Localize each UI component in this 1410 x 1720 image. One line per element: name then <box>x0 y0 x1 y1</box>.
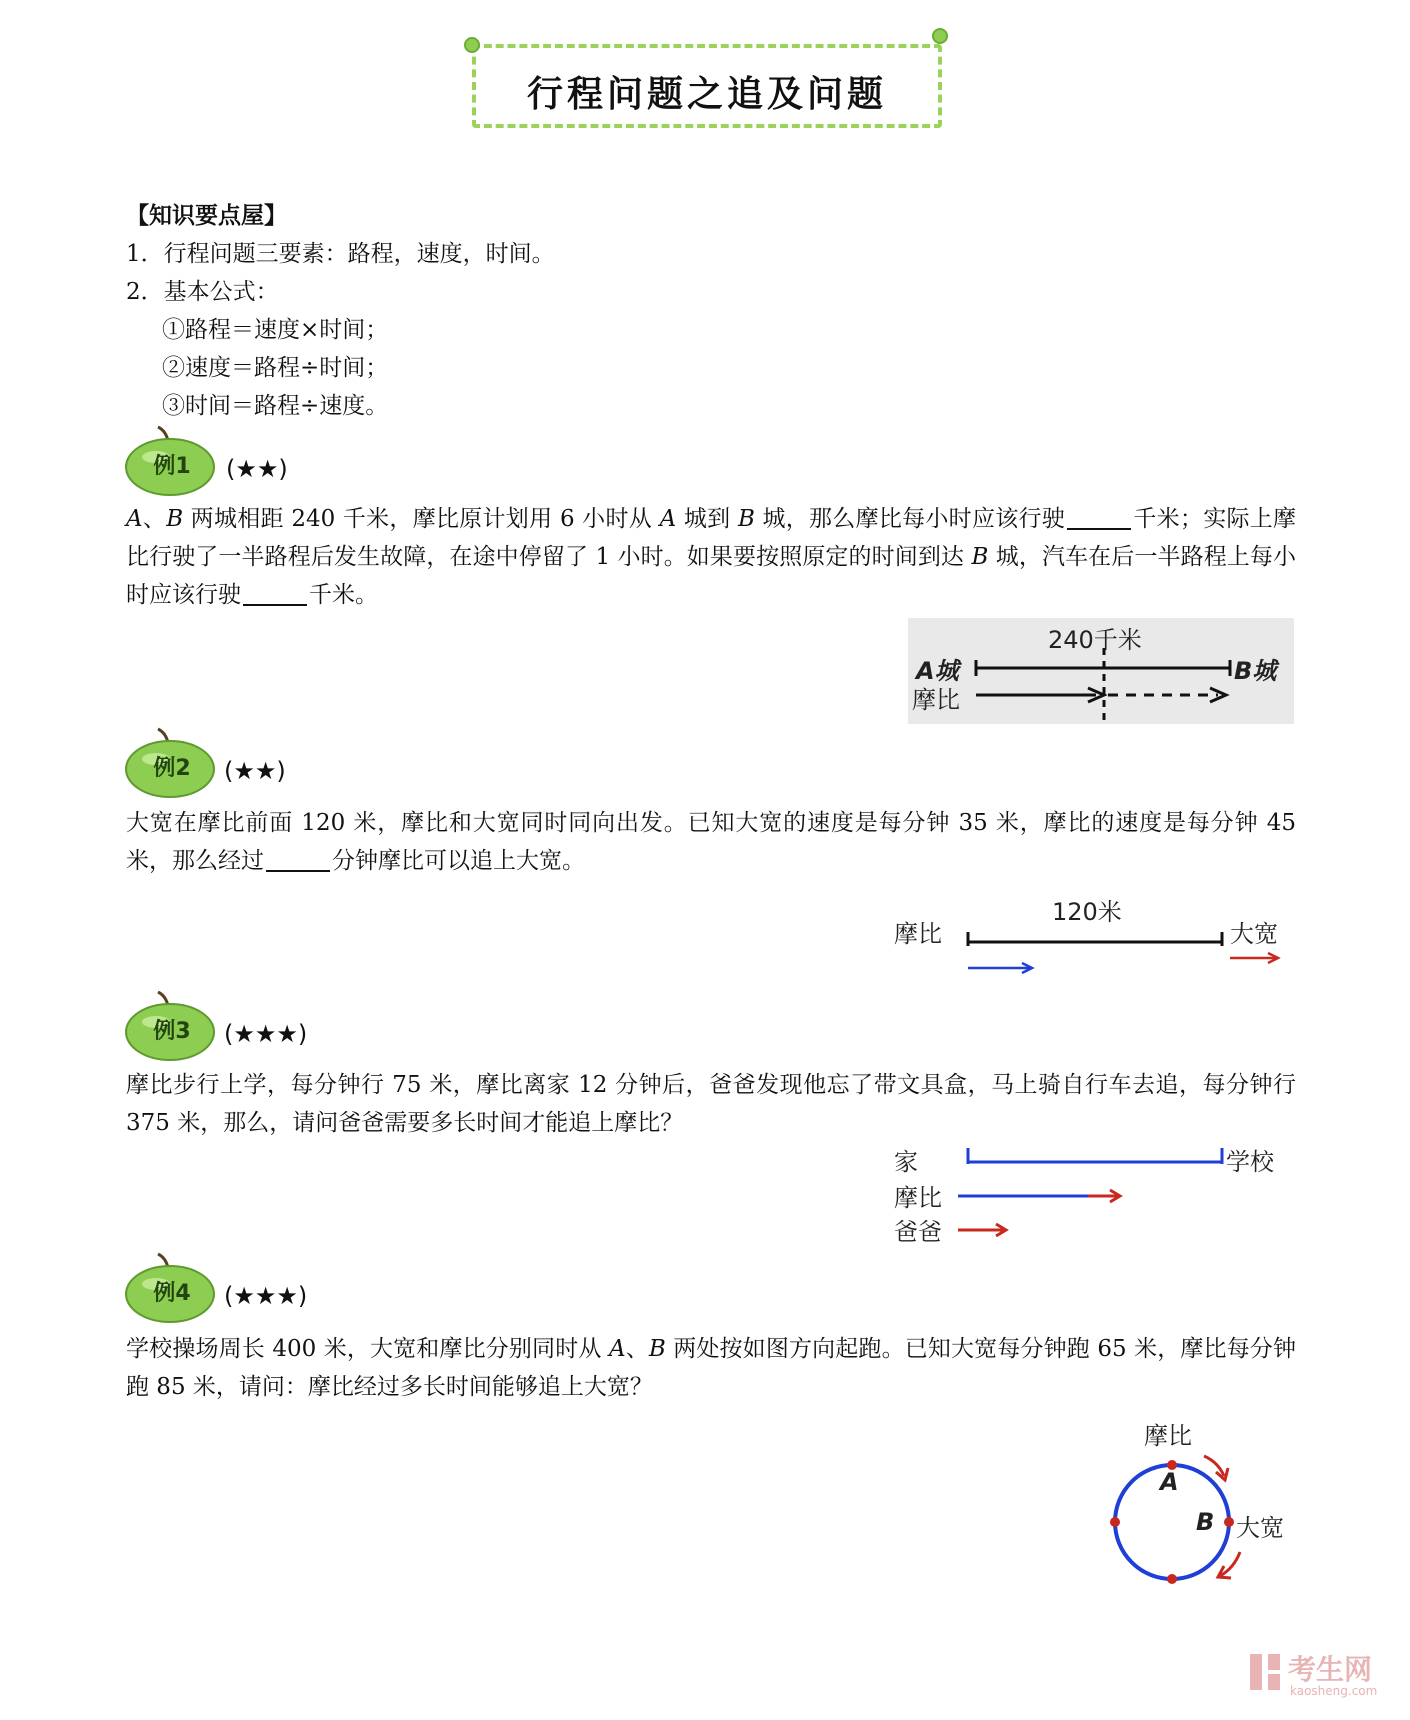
example-text <box>126 804 1296 880</box>
knowledge-line: ②速度＝路程÷时间； <box>162 355 389 381</box>
distance-label: 240千米 <box>1048 626 1142 654</box>
text-segment: 千米；实际上摩比行驶了一半路程后发生故障，在途中停留了 1 小时。如果要按照原定的时间到达 <box>126 506 1297 570</box>
title-corner-dot <box>932 28 948 44</box>
text-var: A <box>659 506 677 532</box>
answer-blank[interactable] <box>1067 506 1131 530</box>
page-title: 行程问题之追及问题 <box>526 74 887 115</box>
example-badge-label: 例3 <box>153 1019 191 1044</box>
diagram-home-school <box>892 1138 1302 1248</box>
text-segment: 城到 <box>676 506 738 532</box>
runner-top-label: 摩比 <box>1144 1422 1192 1450</box>
mover-label: 爸爸 <box>894 1218 942 1246</box>
city-a-label: A城 <box>916 657 959 685</box>
leader-label: 大宽 <box>1230 920 1278 948</box>
knowledge-line: 1．行程问题三要素：路程，速度，时间。 <box>126 241 555 267</box>
text-segment: 、 <box>142 506 167 532</box>
text-var: A <box>608 1336 626 1362</box>
difficulty-stars: (★★) <box>224 757 286 785</box>
text-var: B <box>166 506 184 532</box>
example-badge-label: 例4 <box>153 1281 191 1306</box>
point-a-label: A <box>1160 1468 1179 1496</box>
chaser-label: 摩比 <box>894 920 942 948</box>
school-label: 学校 <box>1226 1148 1274 1176</box>
track-circle <box>1092 1412 1312 1592</box>
mover-label: 摩比 <box>894 1184 942 1212</box>
watermark-url: kaosheng.com <box>1290 1684 1378 1698</box>
text-segment: 城，那么摩比每小时应该行驶 <box>754 506 1066 532</box>
text-var: B <box>737 506 755 532</box>
city-b-label: B城 <box>1234 657 1277 685</box>
text-segment: 两城相距 240 千米，摩比原计划用 6 小时从 <box>183 506 660 532</box>
mover-label: 摩比 <box>912 686 960 714</box>
difficulty-stars: (★★★) <box>224 1282 308 1310</box>
text-segment: 城，汽车在后一半路程上每小时应该行驶 <box>126 544 1296 608</box>
example-text <box>126 1330 1296 1406</box>
runner-right-label: 大宽 <box>1236 1514 1284 1542</box>
diagram-route-ab <box>908 618 1294 724</box>
text-var: B <box>648 1336 666 1362</box>
title-corner-dot <box>464 37 480 53</box>
text-segment: 学校操场周长 400 米，大宽和摩比分别同时从 <box>126 1336 609 1362</box>
answer-blank[interactable] <box>266 848 330 872</box>
example-badge <box>122 990 218 1062</box>
text-var: A <box>126 506 143 532</box>
difficulty-stars: (★★★) <box>224 1020 308 1048</box>
example-badge-label: 例1 <box>153 454 191 479</box>
diagram-chase-line <box>892 890 1302 990</box>
text-segment: 大宽在摩比前面 120 米，摩比和大宽同时同向出发。已知大宽的速度是每分钟 35 米，摩比的速度是每分钟 45 米，那么经过 <box>126 810 1296 874</box>
example-text: 摩比步行上学，每分钟行 75 米，摩比离家 12 分钟后，爸爸发现他忘了带文具盒，马上骑自行车去追，每分钟行 375 米，那么，请问爸爸需要多长时间才能追上摩比？ <box>126 1072 1296 1136</box>
home-label: 家 <box>894 1148 918 1176</box>
text-segment: 两处按如图方向起跑。已知大宽每分钟跑 65 米，摩比每分钟跑 85 米，请问：摩比经过多长时间能够追上大宽？ <box>126 1336 1296 1400</box>
diagram-track <box>1092 1412 1312 1592</box>
watermark <box>1248 1648 1398 1704</box>
difficulty-stars: (★★) <box>226 455 288 483</box>
text-var: B <box>971 544 989 570</box>
point-b-label: B <box>1196 1508 1215 1536</box>
watermark-logo-icon <box>1248 1652 1284 1692</box>
knowledge-line: ③时间＝路程÷速度。 <box>162 393 389 419</box>
distance-label: 120米 <box>1052 898 1122 926</box>
example-badge-label: 例2 <box>153 756 191 781</box>
example-text <box>126 500 1296 614</box>
example-badge <box>122 425 218 497</box>
answer-blank[interactable] <box>243 582 307 606</box>
text-segment: 千米。 <box>309 582 378 608</box>
knowledge-header: 【知识要点屋】 <box>126 202 287 229</box>
watermark-name: 考生网 <box>1288 1653 1373 1686</box>
example-badge <box>122 727 218 799</box>
knowledge-line: ①路程＝速度×时间； <box>162 317 389 343</box>
text-segment: 分钟摩比可以追上大宽。 <box>332 848 585 874</box>
text-segment: 、 <box>625 1336 649 1362</box>
knowledge-line: 2．基本公式： <box>126 279 279 305</box>
example-badge <box>122 1252 218 1324</box>
